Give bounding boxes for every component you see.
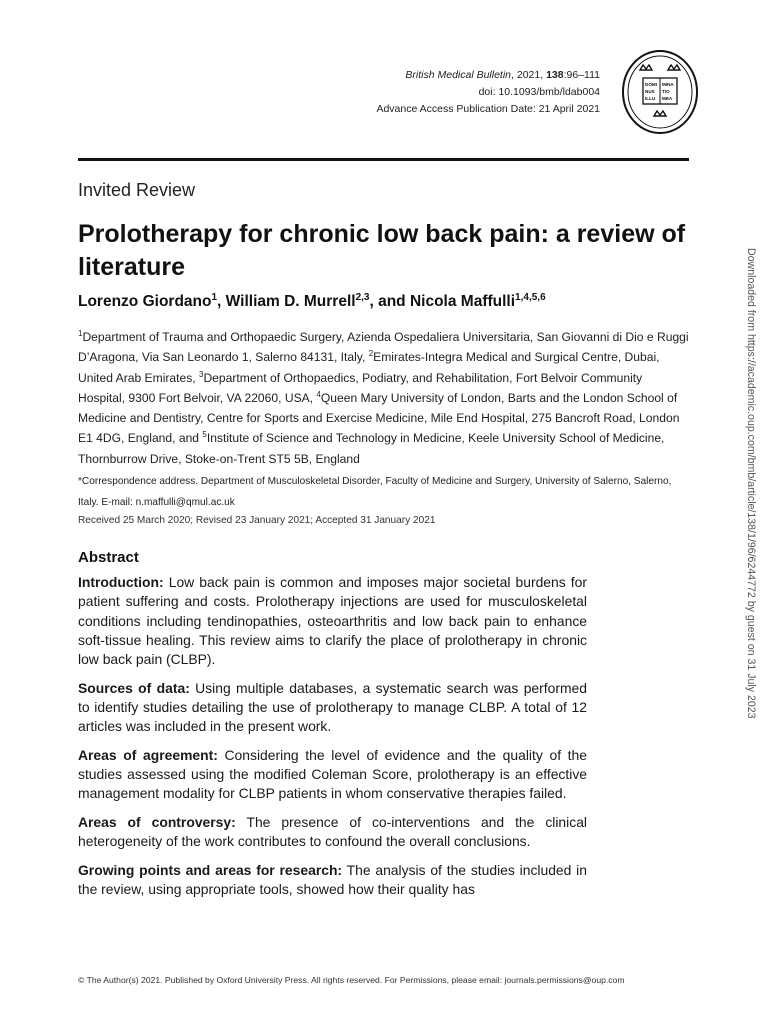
affiliations	[78, 327, 690, 469]
correspondence-address: *Correspondence address. Department of Musculoskeletal Disorder, Faculty of Medicine and Surgery, University of Salerno, Salerno, Italy. E-mail: n.maffulli@qmul.ac.uk	[78, 476, 672, 508]
abstract-section-label: Areas of controversy:	[78, 813, 236, 830]
advance-access-date: Advance Access Publication Date: 21 April 2021	[376, 103, 600, 115]
author-list	[78, 293, 546, 311]
author-name[interactable]: Lorenzo Giordano	[78, 293, 212, 310]
journal-citation	[376, 67, 600, 84]
seal-text: NUS	[645, 89, 655, 94]
author-affiliation-ref: 1	[211, 291, 218, 303]
abstract-heading: Abstract	[78, 549, 139, 566]
article-dates: Received 25 March 2020; Revised 23 January 2021; Accepted 31 January 2021	[78, 515, 436, 526]
abstract-paragraph	[78, 746, 587, 804]
seal-text: ILLU	[645, 96, 656, 101]
copyright-notice: © The Author(s) 2021. Published by Oxford University Press. All rights reserved. For Permissions, please email: journals.permissions@oup.com	[78, 975, 625, 985]
abstract-section-label: Sources of data:	[78, 679, 190, 696]
author-separator: ,	[217, 293, 226, 310]
author-affiliation-ref: 2,3	[355, 291, 370, 303]
abstract-paragraph	[78, 679, 587, 737]
author-name[interactable]: Nicola Maffulli	[409, 293, 516, 310]
journal-name: British Medical Bulletin	[405, 69, 512, 81]
affiliation-number: 1	[78, 328, 83, 338]
header-rule	[78, 158, 689, 161]
abstract-section-label: Areas of agreement:	[78, 746, 218, 763]
journal-header	[376, 67, 600, 118]
abstract-section-text: Low back pain is common and imposes major societal burdens for patient suffering and costs. Prolotherapy injections are used for musculoskeletal conditions including tendinopathies, osteoarthritis and low back pain to enhance soft-tissue healing. This review aims to clarify the place of prolotherapy in chronic low back pain (CLBP).	[78, 574, 587, 668]
affiliation-number: 5	[202, 430, 207, 440]
abstract-paragraph	[78, 573, 587, 669]
abstract-section-text: The analysis of the studies included in the review, using appropriate tools, showed how their quality has	[78, 861, 587, 897]
citation-pages: :96–111	[563, 69, 600, 81]
abstract-section-text: The presence of co-interventions and the clinical heterogeneity of the work contributes to confound the overall conclusions.	[78, 813, 588, 850]
seal-text: DOMI	[645, 82, 657, 87]
abstract-paragraph	[78, 813, 587, 852]
affiliation-text: Department of Trauma and Orthopaedic Surgery, Azienda Ospedaliera Universitaria, San Giovanni di Dio e Ruggi D’Aragona, Via San Leonardo 1, Salerno 84131, Italy,	[78, 330, 689, 365]
citation-volume: 138	[546, 69, 564, 81]
oxford-seal-logo	[620, 48, 700, 136]
abstract-section-label: Introduction:	[78, 574, 164, 590]
abstract-paragraph	[78, 861, 587, 900]
author-affiliation-ref: 1,4,5,6	[515, 291, 546, 303]
article-title: Prolotherapy for chronic low back pain: a review of literature	[78, 220, 686, 281]
seal-text: MEA	[662, 96, 673, 101]
affiliation-number: 3	[199, 369, 204, 379]
citation-year: , 2021,	[511, 69, 547, 81]
author-name[interactable]: William D. Murrell	[225, 293, 356, 310]
download-watermark: Downloaded from https://academic.oup.com/bmb/article/138/1/96/6244772 by guest on 31 July 2023	[745, 248, 757, 719]
abstract-section-text: Using multiple databases, a systematic search was performed to identify studies detailing the use of prolotherapy to manage CLBP. A total of 12 articles was included in the present work.	[78, 679, 588, 735]
seal-text: TIO	[662, 89, 670, 94]
affiliation-number: 2	[368, 349, 374, 359]
doi[interactable]: doi: 10.1093/bmb/ldab004	[478, 86, 600, 98]
abstract-section-text: Considering the level of evidence and the quality of the studies assessed using the modified Coleman Score, prolotherapy is an effective management modality for CLBP patients in whom conservative therapies failed.	[78, 746, 587, 802]
affiliation-text: Queen Mary University of London, Barts and the London School of Medicine and Dentistry, Centre for Sports and Exercise Medicine, Mile End Hospital, 275 Bancroft Road, London E1 4DG, England, and	[78, 390, 680, 446]
affiliation-text: Emirates-Integra Medical and Surgical Centre, Dubai, United Arab Emirates,	[78, 350, 660, 385]
affiliation-number: 4	[316, 389, 321, 399]
abstract-section-label: Growing points and areas for research:	[78, 861, 343, 878]
affiliation-text: Institute of Science and Technology in Medicine, Keele University School of Medicine, Thornburrow Drive, Stoke-on-Trent ST5 5B, England	[78, 431, 665, 466]
article-type: Invited Review	[78, 180, 196, 200]
abstract-body	[78, 573, 587, 908]
seal-text: MINA	[662, 82, 674, 87]
affiliation-text: Department of Orthopaedics, Podiatry, and Rehabilitation, Fort Belvoir Community Hospital, 9300 Fort Belvoir, VA 22060, USA,	[78, 370, 643, 405]
author-separator: , and	[369, 293, 410, 310]
